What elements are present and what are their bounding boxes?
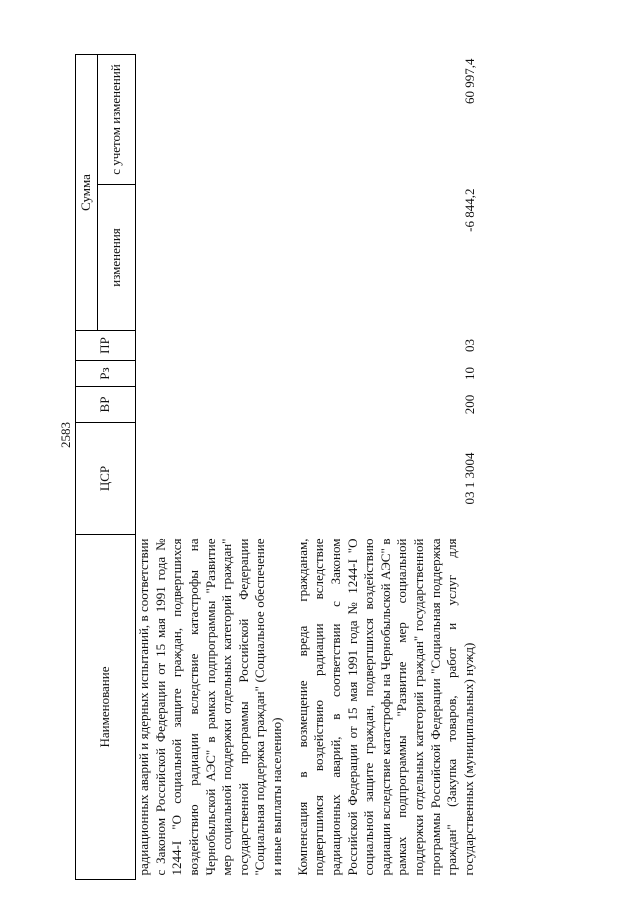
table-row xyxy=(136,55,286,880)
row-rz: 10 xyxy=(461,367,477,380)
row-pr xyxy=(136,331,286,361)
row-vr xyxy=(136,387,286,423)
header-csr: ЦСР xyxy=(76,423,136,535)
page-number: 2583 xyxy=(58,422,73,448)
row-name xyxy=(286,535,478,880)
header-rz: Рз xyxy=(76,361,136,387)
row-changes: -6 844,2 xyxy=(461,188,477,232)
row-vr: 200 xyxy=(461,394,477,415)
row-with-changes xyxy=(136,55,286,185)
row-csr: 03 1 3004 xyxy=(461,452,477,505)
header-with-changes: с учетом изменений xyxy=(98,55,136,185)
row-changes xyxy=(136,185,286,331)
row-name-text: Компенсация в возмещение вреда гражданам, подвергшимся воздействию радиации вследствие радиационных аварий, в соответствии с Законом Российской Федерации от 15 мая 1991 года № 1244-I "О социальной защите граждан, подвергшихся воздействию радиации вследствие катастрофы на Чернобыльской АЭС" в рамках подпрограммы "Развитие мер социальной поддержки отдельных категорий граждан" государственной программы Российской Федерации "Социальная поддержка граждан" (Закупка товаров, работ и услуг для государственных (муниципальных) нужд) xyxy=(294,538,476,876)
header-sum: Сумма xyxy=(76,55,98,331)
row-name-text: радиационных аварий и ядерных испытаний, в соответствии с Законом Российской Федерации от 15 мая 1991 года № 1244-I "О социальной защите граждан, подвергшихся воздействию радиации вследствие катастрофы на Чернобыльской АЭС" в рамках подпрограммы "Развитие мер социальной поддержки отдельных категорий граждан" государственной программы Российской Федерации "Социальная поддержка граждан" (Социальное обеспечение и иные выплаты населению) xyxy=(136,538,284,876)
budget-sheet xyxy=(75,55,595,880)
row-name xyxy=(136,535,286,880)
header-vr: ВР xyxy=(76,387,136,423)
header-pr: ПР xyxy=(76,331,136,361)
row-with-changes: 60 997,4 xyxy=(461,58,477,104)
header-name: Наименование xyxy=(76,535,136,880)
header-changes: изменения xyxy=(98,185,136,331)
table-row xyxy=(286,55,478,880)
row-rz xyxy=(136,361,286,387)
header-row-top xyxy=(76,55,98,880)
row-pr: 03 xyxy=(461,339,477,352)
row-csr xyxy=(136,423,286,535)
budget-table xyxy=(75,54,478,880)
